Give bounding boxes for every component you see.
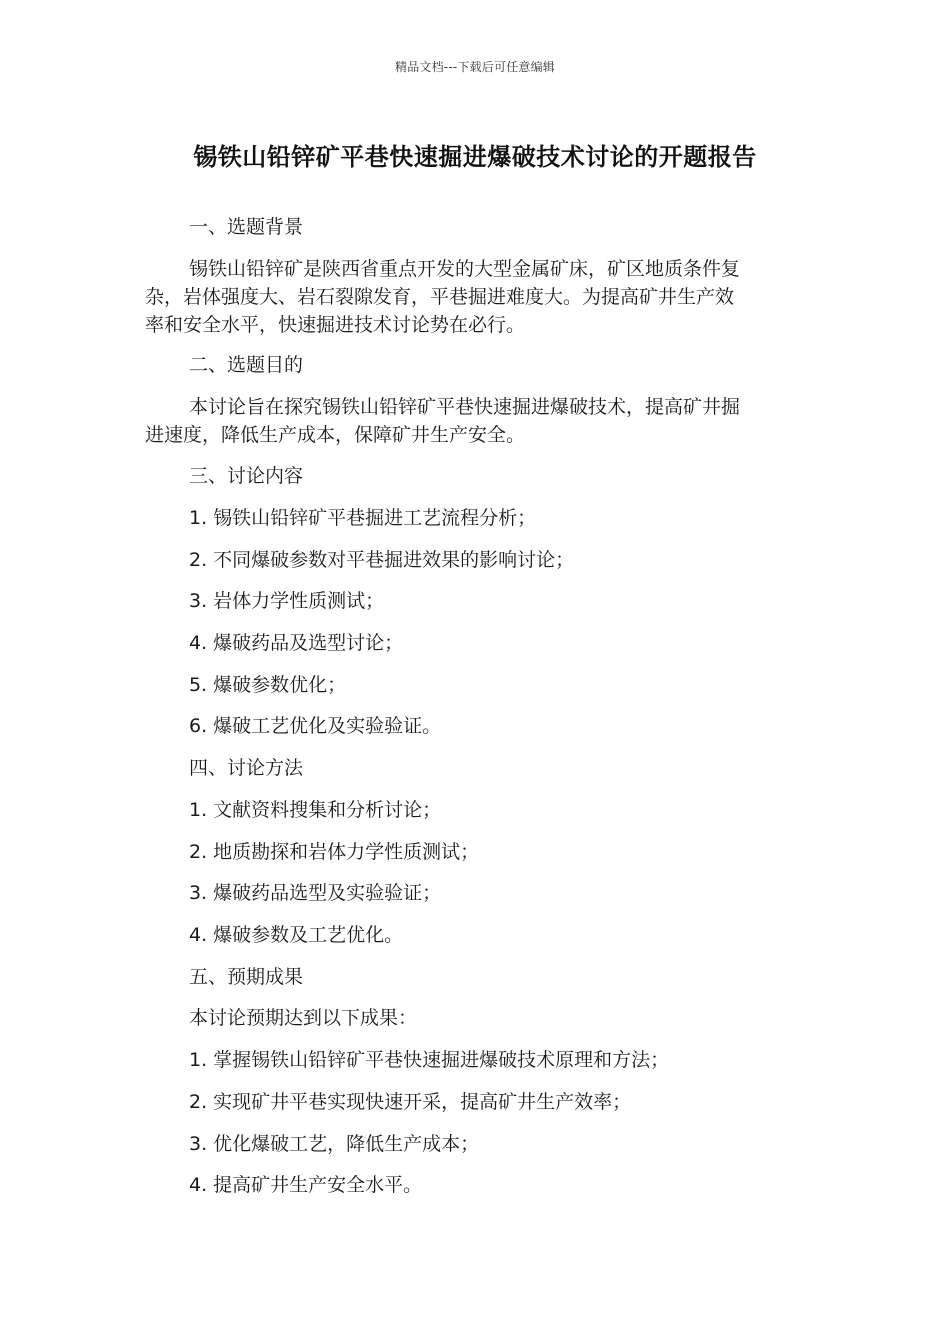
- list-item: 3. 爆破药品选型及实验验证；: [189, 882, 442, 904]
- list-item: 3. 岩体力学性质测试；: [189, 590, 385, 612]
- list-item: 4. 爆破参数及工艺优化。: [189, 924, 404, 946]
- section-heading-content: 三、讨论内容: [189, 465, 304, 487]
- list-item: 6. 爆破工艺优化及实验验证。: [189, 715, 442, 737]
- list-item: 4. 爆破药品及选型讨论；: [189, 632, 404, 654]
- list-item: 1. 锡铁山铅锌矿平巷掘进工艺流程分析；: [189, 507, 537, 529]
- paragraph-line: 本讨论旨在探究锡铁山铅锌矿平巷快速掘进爆破技术，提高矿井掘: [189, 396, 741, 418]
- list-item: 1. 文献资料搜集和分析讨论；: [189, 799, 442, 821]
- section-heading-purpose: 二、选题目的: [189, 354, 304, 376]
- list-item: 2. 地质勘探和岩体力学性质测试；: [189, 841, 480, 863]
- paragraph-line: 杂，岩体强度大、岩石裂隙发育，平巷掘进难度大。为提高矿井生产效: [145, 286, 735, 308]
- outcomes-intro: 本讨论预期达到以下成果：: [189, 1007, 418, 1029]
- section-heading-outcomes: 五、预期成果: [189, 966, 304, 988]
- page-header-note: 精品文档---下载后可任意编辑: [395, 60, 555, 74]
- list-item: 2. 实现矿井平巷实现快速开采，提高矿井生产效率；: [189, 1091, 632, 1113]
- paragraph-line: 锡铁山铅锌矿是陕西省重点开发的大型金属矿床，矿区地质条件复: [189, 258, 741, 280]
- list-item: 1. 掌握锡铁山铅锌矿平巷快速掘进爆破技术原理和方法；: [189, 1049, 670, 1071]
- list-item: 4. 提高矿井生产安全水平。: [189, 1174, 423, 1196]
- list-item: 5. 爆破参数优化；: [189, 674, 347, 696]
- document-title: 锡铁山铅锌矿平巷快速掘进爆破技术讨论的开题报告: [193, 143, 757, 171]
- section-heading-background: 一、选题背景: [189, 216, 304, 238]
- section-heading-methods: 四、讨论方法: [189, 757, 304, 779]
- paragraph-line: 率和安全水平，快速掘进技术讨论势在必行。: [145, 314, 526, 336]
- list-item: 2. 不同爆破参数对平巷掘进效果的影响讨论；: [189, 549, 575, 571]
- paragraph-line: 进速度，降低生产成本，保障矿井生产安全。: [145, 424, 526, 446]
- list-item: 3. 优化爆破工艺，降低生产成本；: [189, 1133, 480, 1155]
